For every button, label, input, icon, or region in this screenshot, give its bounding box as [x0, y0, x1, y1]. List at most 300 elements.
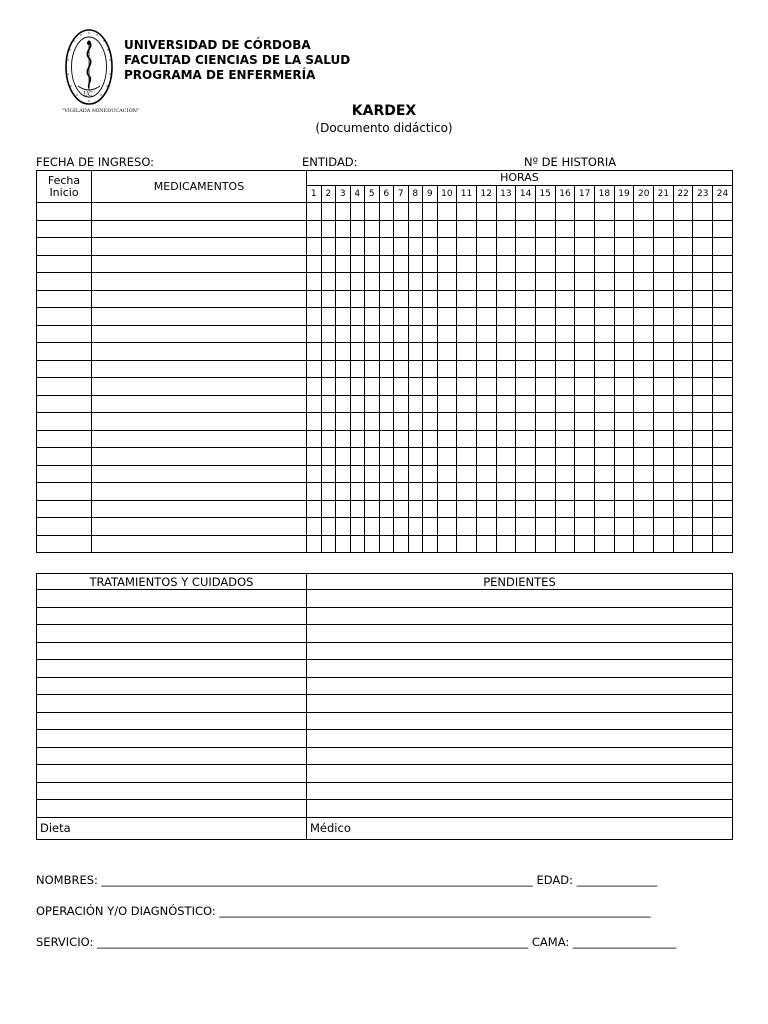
- hour-cell[interactable]: [307, 290, 322, 308]
- fecha-cell[interactable]: [37, 448, 92, 466]
- hour-cell[interactable]: [693, 535, 713, 553]
- medicamento-cell[interactable]: [92, 483, 307, 501]
- hour-cell[interactable]: [379, 343, 394, 361]
- hour-cell[interactable]: [713, 220, 733, 238]
- medicamento-cell[interactable]: [92, 325, 307, 343]
- hour-cell[interactable]: [654, 518, 674, 536]
- hour-cell[interactable]: [595, 360, 615, 378]
- hour-cell[interactable]: [555, 308, 575, 326]
- hour-cell[interactable]: [673, 203, 693, 221]
- hour-cell[interactable]: [673, 360, 693, 378]
- hour-cell[interactable]: [336, 343, 351, 361]
- hour-cell[interactable]: [321, 413, 336, 431]
- hour-cell[interactable]: [713, 500, 733, 518]
- hour-cell[interactable]: [555, 203, 575, 221]
- hour-cell[interactable]: [476, 290, 496, 308]
- hour-cell[interactable]: [614, 413, 634, 431]
- hour-cell[interactable]: [555, 518, 575, 536]
- fecha-cell[interactable]: [37, 413, 92, 431]
- hour-cell[interactable]: [365, 203, 380, 221]
- hour-cell[interactable]: [408, 378, 423, 396]
- hour-cell[interactable]: [575, 343, 595, 361]
- hour-cell[interactable]: [336, 395, 351, 413]
- hour-cell[interactable]: [693, 255, 713, 273]
- hour-cell[interactable]: [423, 220, 438, 238]
- hour-cell[interactable]: [379, 360, 394, 378]
- medicamento-cell[interactable]: [92, 203, 307, 221]
- medicamento-cell[interactable]: [92, 448, 307, 466]
- hour-cell[interactable]: [516, 203, 536, 221]
- hour-cell[interactable]: [535, 500, 555, 518]
- hour-cell[interactable]: [614, 203, 634, 221]
- hour-cell[interactable]: [476, 465, 496, 483]
- hour-cell[interactable]: [437, 343, 457, 361]
- fecha-cell[interactable]: [37, 255, 92, 273]
- hour-cell[interactable]: [457, 203, 477, 221]
- hour-cell[interactable]: [350, 308, 365, 326]
- hour-cell[interactable]: [595, 430, 615, 448]
- hour-cell[interactable]: [457, 465, 477, 483]
- hour-cell[interactable]: [394, 378, 409, 396]
- hour-cell[interactable]: [516, 325, 536, 343]
- hour-cell[interactable]: [516, 308, 536, 326]
- pendiente-cell[interactable]: [307, 695, 733, 713]
- hour-cell[interactable]: [693, 448, 713, 466]
- hour-cell[interactable]: [336, 255, 351, 273]
- hour-cell[interactable]: [437, 448, 457, 466]
- hour-cell[interactable]: [321, 535, 336, 553]
- hour-cell[interactable]: [408, 500, 423, 518]
- hour-cell[interactable]: [350, 238, 365, 256]
- fecha-cell[interactable]: [37, 465, 92, 483]
- hour-cell[interactable]: [321, 500, 336, 518]
- hour-cell[interactable]: [379, 448, 394, 466]
- hour-cell[interactable]: [350, 220, 365, 238]
- hour-cell[interactable]: [693, 395, 713, 413]
- hour-cell[interactable]: [555, 255, 575, 273]
- hour-cell[interactable]: [575, 220, 595, 238]
- hour-cell[interactable]: [673, 255, 693, 273]
- hour-cell[interactable]: [693, 378, 713, 396]
- hour-cell[interactable]: [673, 325, 693, 343]
- dieta-cell[interactable]: Dieta: [37, 817, 307, 839]
- hour-cell[interactable]: [350, 395, 365, 413]
- hour-cell[interactable]: [336, 290, 351, 308]
- hour-cell[interactable]: [713, 360, 733, 378]
- hour-cell[interactable]: [516, 483, 536, 501]
- hour-cell[interactable]: [654, 535, 674, 553]
- hour-cell[interactable]: [673, 500, 693, 518]
- hour-cell[interactable]: [350, 413, 365, 431]
- hour-cell[interactable]: [575, 535, 595, 553]
- hour-cell[interactable]: [350, 430, 365, 448]
- hour-cell[interactable]: [476, 220, 496, 238]
- medicamento-cell[interactable]: [92, 343, 307, 361]
- hour-cell[interactable]: [693, 360, 713, 378]
- hour-cell[interactable]: [321, 273, 336, 291]
- hour-cell[interactable]: [516, 413, 536, 431]
- hour-cell[interactable]: [423, 465, 438, 483]
- hour-cell[interactable]: [321, 238, 336, 256]
- hour-cell[interactable]: [555, 220, 575, 238]
- hour-cell[interactable]: [307, 308, 322, 326]
- hour-cell[interactable]: [365, 448, 380, 466]
- hour-cell[interactable]: [423, 500, 438, 518]
- hour-cell[interactable]: [654, 413, 674, 431]
- medico-cell[interactable]: Médico: [307, 817, 733, 839]
- hour-cell[interactable]: [535, 308, 555, 326]
- hour-cell[interactable]: [713, 465, 733, 483]
- hour-cell[interactable]: [350, 325, 365, 343]
- hour-cell[interactable]: [350, 255, 365, 273]
- hour-cell[interactable]: [408, 255, 423, 273]
- hour-cell[interactable]: [496, 395, 516, 413]
- hour-cell[interactable]: [307, 343, 322, 361]
- hour-cell[interactable]: [555, 483, 575, 501]
- hour-cell[interactable]: [634, 413, 654, 431]
- hour-cell[interactable]: [595, 238, 615, 256]
- hour-cell[interactable]: [336, 220, 351, 238]
- fecha-cell[interactable]: [37, 308, 92, 326]
- hour-cell[interactable]: [634, 448, 654, 466]
- hour-cell[interactable]: [457, 483, 477, 501]
- hour-cell[interactable]: [614, 343, 634, 361]
- fecha-cell[interactable]: [37, 220, 92, 238]
- hour-cell[interactable]: [365, 535, 380, 553]
- hour-cell[interactable]: [614, 500, 634, 518]
- hour-cell[interactable]: [437, 220, 457, 238]
- hour-cell[interactable]: [496, 325, 516, 343]
- tratamiento-cell[interactable]: [37, 712, 307, 730]
- hour-cell[interactable]: [595, 395, 615, 413]
- tratamiento-cell[interactable]: [37, 607, 307, 625]
- hour-cell[interactable]: [614, 273, 634, 291]
- hour-cell[interactable]: [394, 483, 409, 501]
- hour-cell[interactable]: [693, 430, 713, 448]
- hour-cell[interactable]: [408, 465, 423, 483]
- hour-cell[interactable]: [535, 343, 555, 361]
- hour-cell[interactable]: [307, 378, 322, 396]
- hour-cell[interactable]: [423, 378, 438, 396]
- hour-cell[interactable]: [673, 448, 693, 466]
- hour-cell[interactable]: [321, 518, 336, 536]
- hour-cell[interactable]: [457, 343, 477, 361]
- hour-cell[interactable]: [654, 203, 674, 221]
- hour-cell[interactable]: [408, 220, 423, 238]
- hour-cell[interactable]: [713, 255, 733, 273]
- hour-cell[interactable]: [634, 395, 654, 413]
- hour-cell[interactable]: [693, 325, 713, 343]
- fecha-cell[interactable]: [37, 500, 92, 518]
- hour-cell[interactable]: [496, 203, 516, 221]
- hour-cell[interactable]: [654, 500, 674, 518]
- hour-cell[interactable]: [423, 448, 438, 466]
- hour-cell[interactable]: [535, 430, 555, 448]
- hour-cell[interactable]: [634, 238, 654, 256]
- hour-cell[interactable]: [394, 518, 409, 536]
- hour-cell[interactable]: [423, 430, 438, 448]
- hour-cell[interactable]: [496, 465, 516, 483]
- hour-cell[interactable]: [350, 343, 365, 361]
- pendiente-cell[interactable]: [307, 712, 733, 730]
- medicamento-cell[interactable]: [92, 430, 307, 448]
- hour-cell[interactable]: [457, 308, 477, 326]
- hour-cell[interactable]: [614, 448, 634, 466]
- hour-cell[interactable]: [634, 500, 654, 518]
- hour-cell[interactable]: [575, 325, 595, 343]
- hour-cell[interactable]: [321, 325, 336, 343]
- tratamiento-cell[interactable]: [37, 747, 307, 765]
- hour-cell[interactable]: [634, 378, 654, 396]
- hour-cell[interactable]: [693, 518, 713, 536]
- hour-cell[interactable]: [535, 395, 555, 413]
- hour-cell[interactable]: [307, 203, 322, 221]
- hour-cell[interactable]: [476, 360, 496, 378]
- hour-cell[interactable]: [437, 325, 457, 343]
- hour-cell[interactable]: [575, 378, 595, 396]
- hour-cell[interactable]: [516, 238, 536, 256]
- hour-cell[interactable]: [476, 203, 496, 221]
- hour-cell[interactable]: [394, 430, 409, 448]
- hour-cell[interactable]: [321, 483, 336, 501]
- hour-cell[interactable]: [535, 360, 555, 378]
- hour-cell[interactable]: [673, 465, 693, 483]
- hour-cell[interactable]: [379, 535, 394, 553]
- fecha-cell[interactable]: [37, 238, 92, 256]
- hour-cell[interactable]: [654, 448, 674, 466]
- fecha-cell[interactable]: [37, 430, 92, 448]
- hour-cell[interactable]: [575, 448, 595, 466]
- hour-cell[interactable]: [693, 483, 713, 501]
- hour-cell[interactable]: [365, 238, 380, 256]
- hour-cell[interactable]: [614, 378, 634, 396]
- hour-cell[interactable]: [614, 360, 634, 378]
- hour-cell[interactable]: [336, 325, 351, 343]
- hour-cell[interactable]: [516, 535, 536, 553]
- fecha-cell[interactable]: [37, 378, 92, 396]
- hour-cell[interactable]: [516, 518, 536, 536]
- hour-cell[interactable]: [321, 343, 336, 361]
- hour-cell[interactable]: [614, 465, 634, 483]
- hour-cell[interactable]: [673, 518, 693, 536]
- hour-cell[interactable]: [307, 325, 322, 343]
- tratamiento-cell[interactable]: [37, 590, 307, 608]
- hour-cell[interactable]: [379, 325, 394, 343]
- hour-cell[interactable]: [555, 413, 575, 431]
- hour-cell[interactable]: [457, 430, 477, 448]
- hour-cell[interactable]: [365, 308, 380, 326]
- hour-cell[interactable]: [336, 535, 351, 553]
- hour-cell[interactable]: [307, 483, 322, 501]
- hour-cell[interactable]: [713, 395, 733, 413]
- hour-cell[interactable]: [476, 483, 496, 501]
- medicamento-cell[interactable]: [92, 273, 307, 291]
- hour-cell[interactable]: [634, 308, 654, 326]
- hour-cell[interactable]: [496, 273, 516, 291]
- medicamento-cell[interactable]: [92, 255, 307, 273]
- hour-cell[interactable]: [614, 238, 634, 256]
- hour-cell[interactable]: [516, 255, 536, 273]
- hour-cell[interactable]: [394, 325, 409, 343]
- hour-cell[interactable]: [595, 220, 615, 238]
- hour-cell[interactable]: [437, 430, 457, 448]
- hour-cell[interactable]: [476, 518, 496, 536]
- hour-cell[interactable]: [437, 360, 457, 378]
- hour-cell[interactable]: [408, 360, 423, 378]
- hour-cell[interactable]: [350, 518, 365, 536]
- hour-cell[interactable]: [535, 448, 555, 466]
- hour-cell[interactable]: [555, 430, 575, 448]
- hour-cell[interactable]: [713, 343, 733, 361]
- tratamiento-cell[interactable]: [37, 800, 307, 818]
- hour-cell[interactable]: [654, 273, 674, 291]
- tratamiento-cell[interactable]: [37, 782, 307, 800]
- hour-cell[interactable]: [614, 395, 634, 413]
- fecha-cell[interactable]: [37, 483, 92, 501]
- hour-cell[interactable]: [575, 395, 595, 413]
- hour-cell[interactable]: [535, 465, 555, 483]
- hour-cell[interactable]: [713, 378, 733, 396]
- medicamento-cell[interactable]: [92, 290, 307, 308]
- hour-cell[interactable]: [496, 448, 516, 466]
- hour-cell[interactable]: [476, 238, 496, 256]
- hour-cell[interactable]: [693, 308, 713, 326]
- hour-cell[interactable]: [575, 518, 595, 536]
- hour-cell[interactable]: [654, 220, 674, 238]
- hour-cell[interactable]: [379, 518, 394, 536]
- hour-cell[interactable]: [423, 290, 438, 308]
- hour-cell[interactable]: [437, 465, 457, 483]
- hour-cell[interactable]: [336, 273, 351, 291]
- hour-cell[interactable]: [654, 290, 674, 308]
- hour-cell[interactable]: [476, 378, 496, 396]
- hour-cell[interactable]: [457, 413, 477, 431]
- hour-cell[interactable]: [555, 343, 575, 361]
- hour-cell[interactable]: [673, 308, 693, 326]
- hour-cell[interactable]: [575, 203, 595, 221]
- hour-cell[interactable]: [476, 255, 496, 273]
- hour-cell[interactable]: [350, 483, 365, 501]
- hour-cell[interactable]: [336, 360, 351, 378]
- hour-cell[interactable]: [634, 343, 654, 361]
- hour-cell[interactable]: [693, 413, 713, 431]
- tratamiento-cell[interactable]: [37, 642, 307, 660]
- hour-cell[interactable]: [321, 360, 336, 378]
- hour-cell[interactable]: [595, 535, 615, 553]
- tratamiento-cell[interactable]: [37, 625, 307, 643]
- hour-cell[interactable]: [437, 535, 457, 553]
- hour-cell[interactable]: [654, 378, 674, 396]
- hour-cell[interactable]: [408, 413, 423, 431]
- hour-cell[interactable]: [336, 378, 351, 396]
- fecha-cell[interactable]: [37, 290, 92, 308]
- hour-cell[interactable]: [379, 465, 394, 483]
- tratamiento-cell[interactable]: [37, 677, 307, 695]
- hour-cell[interactable]: [496, 413, 516, 431]
- hour-cell[interactable]: [321, 203, 336, 221]
- hour-cell[interactable]: [408, 290, 423, 308]
- hour-cell[interactable]: [555, 448, 575, 466]
- hour-cell[interactable]: [423, 308, 438, 326]
- hour-cell[interactable]: [379, 308, 394, 326]
- hour-cell[interactable]: [614, 290, 634, 308]
- hour-cell[interactable]: [634, 273, 654, 291]
- tratamiento-cell[interactable]: [37, 695, 307, 713]
- hour-cell[interactable]: [336, 518, 351, 536]
- hour-cell[interactable]: [614, 325, 634, 343]
- hour-cell[interactable]: [535, 378, 555, 396]
- fecha-cell[interactable]: [37, 535, 92, 553]
- hour-cell[interactable]: [614, 535, 634, 553]
- hour-cell[interactable]: [457, 395, 477, 413]
- hour-cell[interactable]: [336, 413, 351, 431]
- hour-cell[interactable]: [693, 500, 713, 518]
- hour-cell[interactable]: [535, 413, 555, 431]
- hour-cell[interactable]: [654, 483, 674, 501]
- hour-cell[interactable]: [654, 465, 674, 483]
- hour-cell[interactable]: [423, 325, 438, 343]
- hour-cell[interactable]: [476, 395, 496, 413]
- hour-cell[interactable]: [575, 273, 595, 291]
- hour-cell[interactable]: [693, 290, 713, 308]
- hour-cell[interactable]: [634, 220, 654, 238]
- hour-cell[interactable]: [408, 238, 423, 256]
- hour-cell[interactable]: [394, 360, 409, 378]
- medicamento-cell[interactable]: [92, 238, 307, 256]
- hour-cell[interactable]: [555, 465, 575, 483]
- hour-cell[interactable]: [614, 483, 634, 501]
- hour-cell[interactable]: [535, 518, 555, 536]
- hour-cell[interactable]: [321, 220, 336, 238]
- hour-cell[interactable]: [423, 413, 438, 431]
- hour-cell[interactable]: [365, 325, 380, 343]
- hour-cell[interactable]: [408, 483, 423, 501]
- hour-cell[interactable]: [307, 255, 322, 273]
- medicamento-cell[interactable]: [92, 535, 307, 553]
- medicamento-cell[interactable]: [92, 395, 307, 413]
- hour-cell[interactable]: [336, 483, 351, 501]
- hour-cell[interactable]: [614, 220, 634, 238]
- hour-cell[interactable]: [350, 273, 365, 291]
- hour-cell[interactable]: [595, 500, 615, 518]
- hour-cell[interactable]: [535, 238, 555, 256]
- hour-cell[interactable]: [307, 535, 322, 553]
- hour-cell[interactable]: [321, 290, 336, 308]
- hour-cell[interactable]: [336, 308, 351, 326]
- hour-cell[interactable]: [365, 273, 380, 291]
- hour-cell[interactable]: [394, 465, 409, 483]
- hour-cell[interactable]: [307, 238, 322, 256]
- hour-cell[interactable]: [595, 465, 615, 483]
- hour-cell[interactable]: [365, 500, 380, 518]
- hour-cell[interactable]: [634, 430, 654, 448]
- hour-cell[interactable]: [457, 448, 477, 466]
- hour-cell[interactable]: [336, 203, 351, 221]
- hour-cell[interactable]: [673, 343, 693, 361]
- hour-cell[interactable]: [673, 273, 693, 291]
- hour-cell[interactable]: [457, 535, 477, 553]
- hour-cell[interactable]: [423, 255, 438, 273]
- hour-cell[interactable]: [476, 500, 496, 518]
- hour-cell[interactable]: [555, 378, 575, 396]
- pendiente-cell[interactable]: [307, 625, 733, 643]
- fecha-cell[interactable]: [37, 343, 92, 361]
- tratamiento-cell[interactable]: [37, 730, 307, 748]
- hour-cell[interactable]: [423, 395, 438, 413]
- hour-cell[interactable]: [408, 273, 423, 291]
- hour-cell[interactable]: [713, 535, 733, 553]
- hour-cell[interactable]: [516, 395, 536, 413]
